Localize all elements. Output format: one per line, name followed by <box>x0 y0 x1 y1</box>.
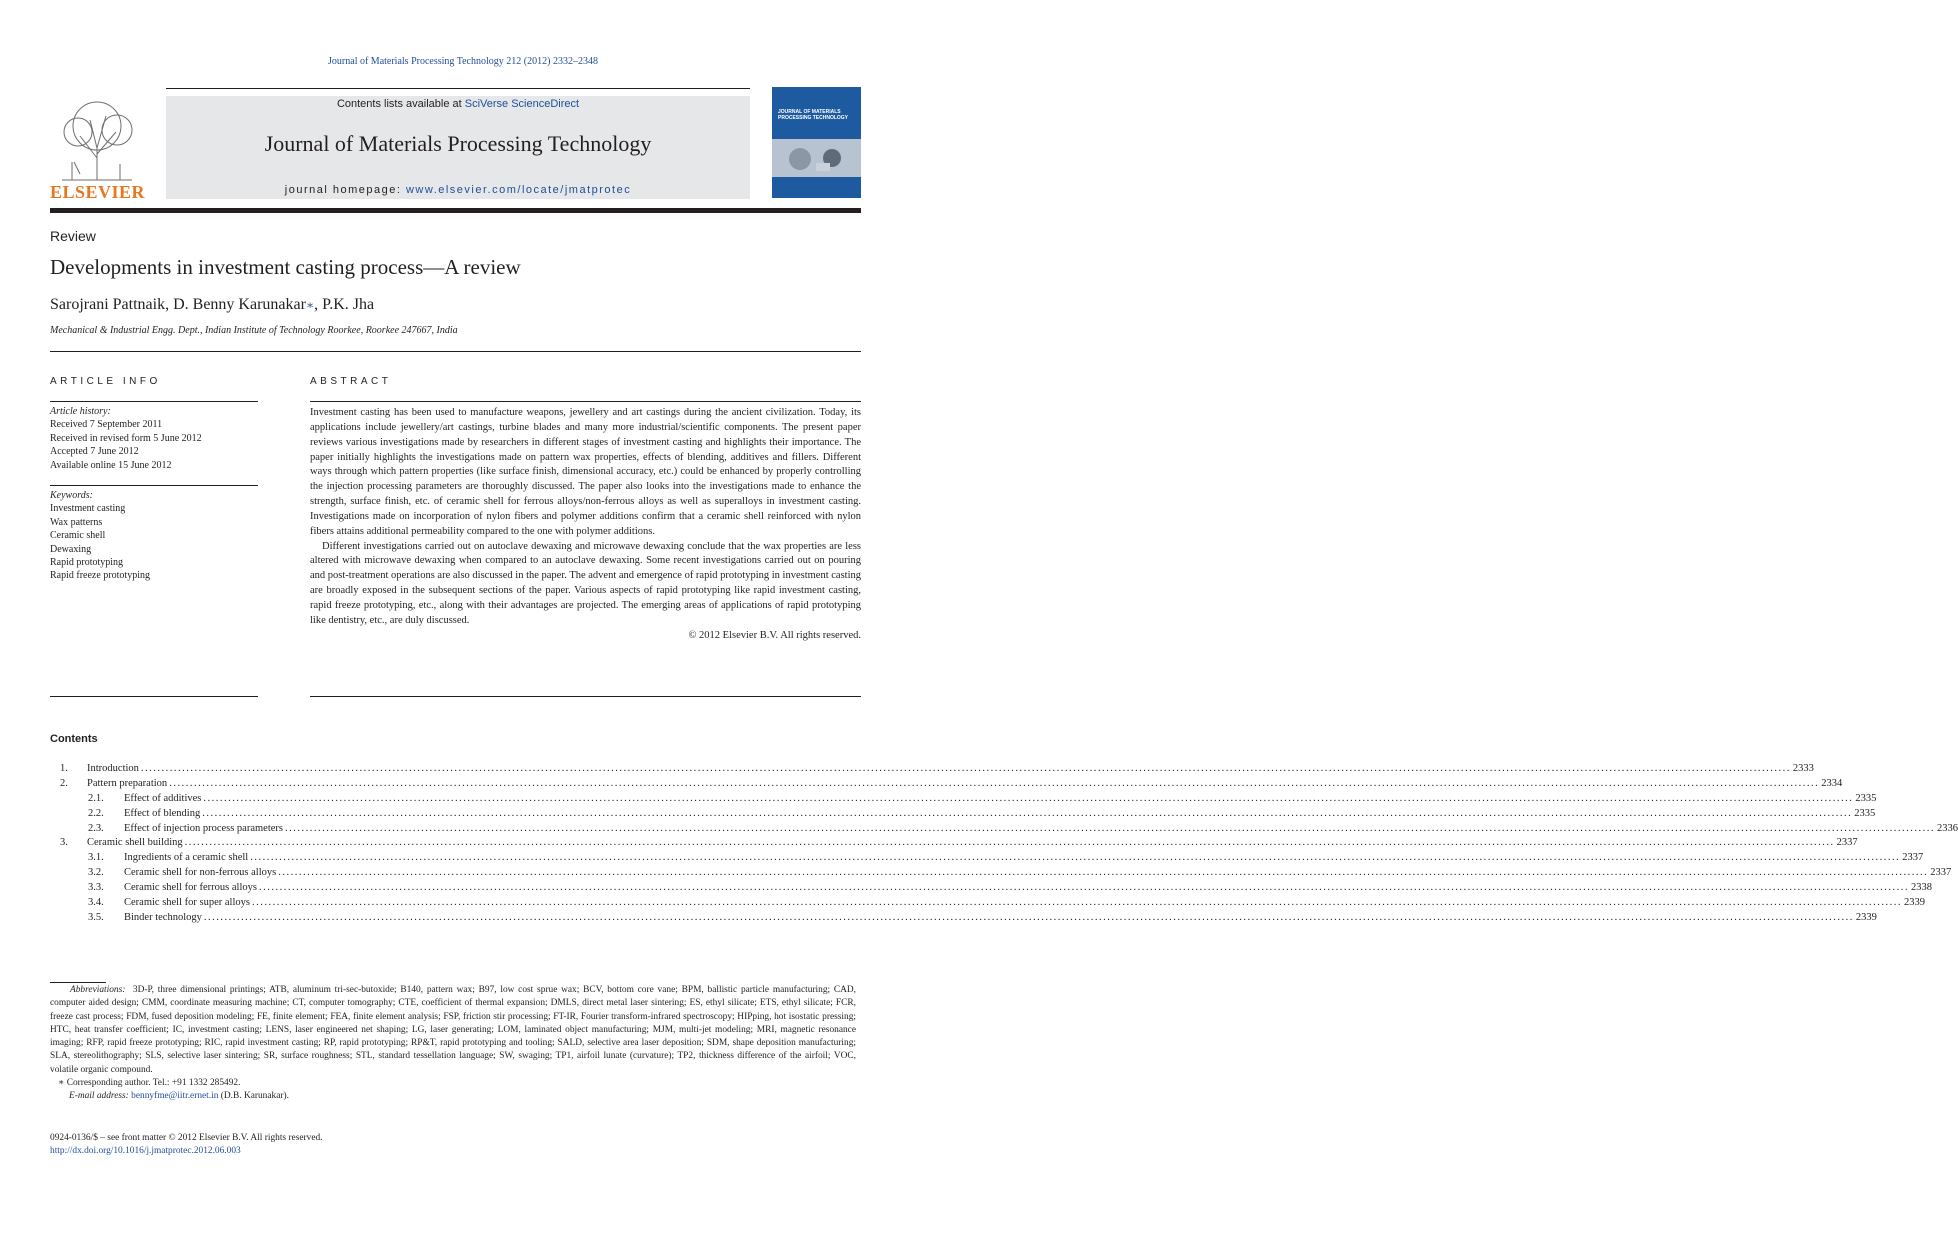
toc-number: 2.1. <box>88 792 104 804</box>
toc-entry[interactable] <box>50 851 1924 866</box>
toc-number: 1. <box>60 763 68 774</box>
toc-page: 2336 <box>1937 822 1958 834</box>
toc-number: 3.3. <box>88 882 104 894</box>
toc-leader: ................................................................................................................................................................................................................................................................................................................................................................................................................ <box>203 792 1854 804</box>
toc-leader: ................................................................................................................................................................................................................................................................................................................................................................................................................ <box>285 822 1935 834</box>
keywords-label: Keywords: <box>50 490 93 501</box>
cover-image-band <box>772 139 861 177</box>
toc-number: 3.1. <box>88 852 104 864</box>
toc-entry[interactable] <box>50 792 1877 807</box>
history-online: Available online 15 June 2012 <box>50 459 172 471</box>
toc-number: 2.3. <box>88 822 104 834</box>
bottom-meta <box>50 1132 323 1159</box>
keyword: Rapid freeze prototyping <box>50 570 150 582</box>
cover-title: JOURNAL OF MATERIALS PROCESSING TECHNOLOGY <box>778 109 849 121</box>
article-type: Review <box>50 228 96 244</box>
elsevier-wordmark[interactable]: ELSEVIER <box>50 182 146 202</box>
toc-title: Ingredients of a ceramic shell <box>124 852 249 864</box>
toc-entry[interactable] <box>50 866 1952 881</box>
abstract-heading: ABSTRACT <box>310 376 392 387</box>
history-label: Article history: <box>50 406 111 417</box>
contents-availability: Contents lists available at SciVerse ScienceDirect <box>336 98 580 110</box>
toc-title: Ceramic shell for ferrous alloys <box>124 882 257 894</box>
toc-entry[interactable] <box>50 881 1932 896</box>
keyword: Ceramic shell <box>50 530 106 542</box>
corresponding-author-footnote: ∗ Corresponding author. Tel.: +91 1332 285492. <box>58 1078 241 1089</box>
email-footnote: E-mail address: bennyfme@iitr.ernet.in (D.B. Karunakar). <box>69 1091 289 1102</box>
toc-leader: ................................................................................................................................................................................................................................................................................................................................................................................................................ <box>250 852 1901 864</box>
abbreviations-footnote: Abbreviations: 3D-P, three dimensional printings; ATB, aluminum tri-sec-butoxide; B140, pattern wax; B97, low cost sprue wax; BCV, bottom core vane; BPM, ballistic particle manufacturing; CAD, computer aided design; CMM, coordinate measuring machine; CT, computer tomography; CTE, coefficient of thermal expansion; DMLS, direct metal laser sintering; ES, ethyl silicate; ETS, ethyl silicate; FCR, freeze cast process; FDM, fused deposition modeling; FE, finite element; FEA, finite element analysis; FSP, friction stir processing; FT-IR, Fourier transform-infrared spectroscopy; HIPping, hot isostatic pressing; HTC, heat transfer coefficient; IC, investment casting; LENS, laser engineered net shaping; LG, laser generating; LOM, laminated object manufacturing; MJM, multi-jet modeling; MRI, magnetic resonance imaging; RFP, rapid freeze prototyping; RIC, rapid investment casting; RP, rapid prototyping; RP&T, rapid prototyping and tooling; SALD, selective area laser deposition; SDM, shape deposition manufacturing; SLA, stereolithography; SLS, selective laser sintering; SR, surface roughness; STL, standard tessellation language; SW, swaging; TP1, airfoil lunate (curvature); TP2, thickness difference of the airfoil; VOC, volatile organic compound. <box>50 985 857 1075</box>
toc-page: 2339 <box>1855 911 1877 923</box>
journal-homepage: journal homepage: www.elsevier.com/locate/jmatprotec <box>284 184 632 196</box>
toc-page: 2337 <box>1902 852 1924 864</box>
toc-number: 3.5. <box>88 911 104 923</box>
toc-title: Pattern preparation <box>87 777 168 789</box>
author-list: Sarojrani Pattnaik, D. Benny Karunakar∗, P.K. Jha <box>50 296 375 313</box>
article-info-bottom-rule <box>50 696 258 697</box>
toc-entry[interactable] <box>50 896 1925 911</box>
toc-entry[interactable] <box>50 807 1876 822</box>
doi-link[interactable]: http://dx.doi.org/10.1016/j.jmatprotec.2012.06.003 <box>50 1146 241 1157</box>
article-info-heading: ARTICLE INFO <box>50 376 161 387</box>
corresponding-author-mark[interactable]: ∗ <box>305 298 315 312</box>
toc-title: Effect of injection process parameters <box>124 822 283 834</box>
history-revised: Received in revised form 5 June 2012 <box>50 432 202 444</box>
keyword: Dewaxing <box>50 543 92 555</box>
history-received: Received 7 September 2011 <box>50 419 163 431</box>
table-of-contents <box>50 762 1958 926</box>
contents-heading: Contents <box>50 733 98 745</box>
heading-divider <box>50 351 861 352</box>
keyword: Investment casting <box>50 503 126 515</box>
toc-number: 2. <box>60 777 68 789</box>
keywords <box>50 489 258 583</box>
toc-leader: ................................................................................................................................................................................................................................................................................................................................................................................................................ <box>140 763 1791 774</box>
toc-leader: ................................................................................................................................................................................................................................................................................................................................................................................................................ <box>251 897 1902 909</box>
toc-page: 2339 <box>1903 897 1925 909</box>
toc-entry[interactable] <box>50 762 1814 777</box>
toc-leader: ................................................................................................................................................................................................................................................................................................................................................................................................................ <box>278 867 1929 879</box>
affiliation: Mechanical & Industrial Engg. Dept., Indian Institute of Technology Roorkee, Roorkee 247667, India <box>50 325 458 336</box>
abstract-paragraph: Investment casting has been used to manufacture weapons, jewellery and art castings during the ancient civilization. Today, its applications include jewellery/art castings, turbine blades and many more industrial/scientific components. The present paper reviews various investigations made by researchers in different stages of investment casting and highlights their importance. The paper initially highlights the investigations made on pattern wax properties, effects of blending, additives and fillers. Different ways through which pattern properties (like surface finish, dimensional accuracy, etc.) could be enhanced by properly controlling the injection processing parameters are thoroughly discussed. The paper also looks into the investigations made to enhance the strength, surface finish, etc. of ceramic shell for ferrous alloys/non-ferrous alloys as well as superalloys in investment casting. Investigations made on incorporation of nylon fibers and polymer additions confirm that a ceramic shell reinforced with nylon fibers attains additional permeability compared to the one with polymer additions. <box>310 407 861 537</box>
homepage-link[interactable]: www.elsevier.com/locate/jmatprotec <box>405 184 632 196</box>
email-link[interactable]: bennyfme@iitr.ernet.in <box>131 1091 219 1102</box>
toc-entry[interactable] <box>50 822 1958 837</box>
journal-cover[interactable] <box>772 87 861 198</box>
toc-leader: ................................................................................................................................................................................................................................................................................................................................................................................................................ <box>202 807 1853 819</box>
abstract-rule <box>310 401 861 402</box>
keyword: Wax patterns <box>50 516 103 528</box>
toc-number: 2.2. <box>88 807 104 819</box>
toc-title: Introduction <box>87 763 139 774</box>
toc-title: Ceramic shell for non-ferrous alloys <box>124 867 277 879</box>
journal-title: Journal of Materials Processing Technology <box>264 131 652 156</box>
toc-leader: ................................................................................................................................................................................................................................................................................................................................................................................................................ <box>184 837 1835 849</box>
sciencedirect-link[interactable]: SciVerse ScienceDirect <box>464 98 580 110</box>
toc-entry[interactable] <box>50 836 1858 851</box>
toc-number: 3. <box>60 837 68 849</box>
toc-page: 2335 <box>1854 807 1876 819</box>
cover-parts-icon <box>772 139 861 177</box>
journal-masthead <box>166 96 750 199</box>
article-info-rule <box>50 401 258 402</box>
running-head[interactable]: Journal of Materials Processing Technology 212 (2012) 2332–2348 <box>328 56 598 67</box>
abstract-copyright: © 2012 Elsevier B.V. All rights reserved. <box>688 629 861 641</box>
toc-page: 2337 <box>1930 867 1952 879</box>
toc-leader: ................................................................................................................................................................................................................................................................................................................................................................................................................ <box>258 882 1909 894</box>
header-divider <box>166 88 750 89</box>
toc-page: 2337 <box>1836 837 1858 849</box>
footnote-rule <box>50 982 106 983</box>
toc-number: 3.4. <box>88 897 104 909</box>
toc-leader: ................................................................................................................................................................................................................................................................................................................................................................................................................ <box>169 777 1820 789</box>
footnotes <box>50 984 856 1104</box>
keyword: Rapid prototyping <box>50 557 124 569</box>
toc-number: 3.2. <box>88 867 104 879</box>
toc-title: Binder technology <box>124 911 202 923</box>
toc-title: Ceramic shell building <box>87 837 183 849</box>
toc-entry[interactable] <box>50 777 1843 792</box>
toc-title: Ceramic shell for super alloys <box>124 897 250 909</box>
toc-leader: ................................................................................................................................................................................................................................................................................................................................................................................................................ <box>203 911 1854 923</box>
article-history <box>50 405 258 472</box>
abstract-bottom-rule <box>310 696 861 697</box>
keywords-rule <box>50 485 258 486</box>
masthead-rule <box>50 208 861 213</box>
toc-page: 2334 <box>1821 777 1843 789</box>
toc-title: Effect of additives <box>124 792 202 804</box>
toc-page: 2333 <box>1792 763 1814 774</box>
toc-page: 2335 <box>1855 792 1877 804</box>
issn-line: 0924-0136/$ – see front matter © 2012 Elsevier B.V. All rights reserved. <box>50 1133 323 1143</box>
toc-entry[interactable] <box>50 911 1877 926</box>
toc-title: Effect of blending <box>124 807 201 819</box>
abstract-paragraph: Different investigations carried out on autoclave dewaxing and microwave dewaxing conclude that the wax properties are less altered with microwave dewaxing when compared to an autoclave dewaxing. Some recent investigations carried out on pouring and post-treatment operations are also discussed in the paper. The advent and emergence of rapid prototyping in investment casting are broadly exposed in the subsequent sections of the paper. Various aspects of rapid prototyping like rapid investment casting, rapid freeze prototyping, etc., along with their advantages are projected. The emerging areas of applications of rapid prototyping like dentistry, etc., are duly discussed. <box>310 540 861 626</box>
abstract-body <box>310 406 861 644</box>
toc-page: 2338 <box>1910 882 1932 894</box>
history-accepted: Accepted 7 June 2012 <box>50 446 139 458</box>
article-title: Developments in investment casting process—A review <box>50 255 521 279</box>
